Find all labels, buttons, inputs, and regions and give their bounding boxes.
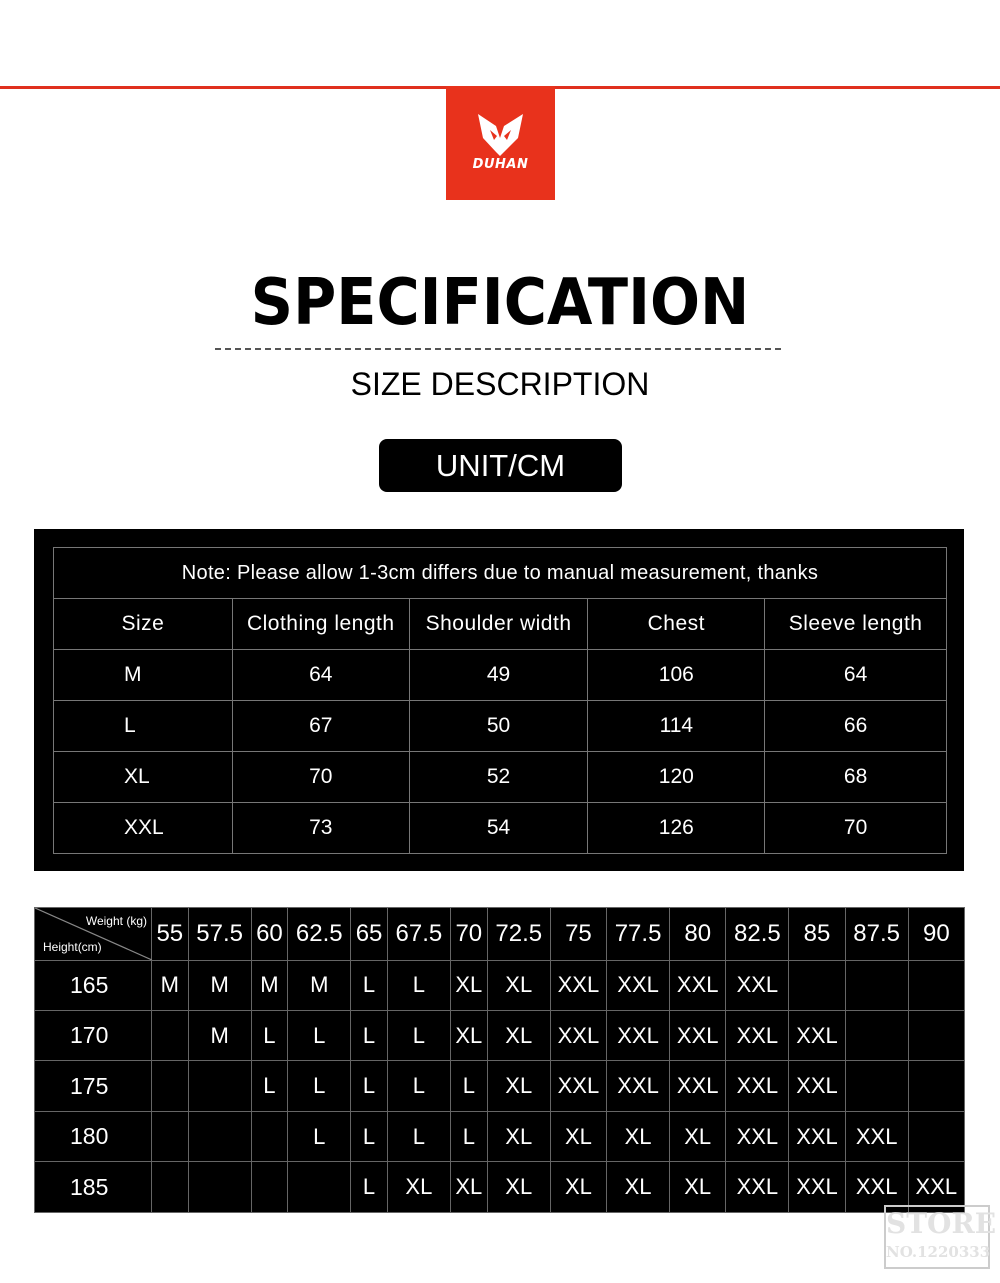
- size-cell: XL: [487, 1011, 550, 1061]
- size-cell: L: [251, 1061, 288, 1111]
- table-cell: 70: [765, 803, 947, 854]
- weight-header: 82.5: [726, 908, 789, 961]
- size-cell: XXL: [550, 1011, 606, 1061]
- size-cell: L: [450, 1111, 487, 1161]
- weight-header: 57.5: [188, 908, 251, 961]
- weight-header-row: [35, 908, 965, 961]
- size-cell: [845, 1061, 908, 1111]
- height-label: Height(cm): [43, 939, 102, 954]
- size-cell: M: [288, 960, 351, 1010]
- brand-logo: [446, 86, 555, 200]
- size-cell: [845, 1011, 908, 1061]
- weight-header: 55: [152, 908, 189, 961]
- note-text: Note: Please allow 1-3cm differs due to manual measurement, thanks: [54, 548, 947, 599]
- weight-header: 85: [789, 908, 845, 961]
- table-cell: 126: [588, 803, 765, 854]
- logo-text: DUHAN: [472, 157, 529, 172]
- dashed-divider: [215, 348, 781, 350]
- table-row: [35, 1011, 965, 1061]
- weight-header: 80: [670, 908, 726, 961]
- size-cell: L: [387, 1061, 450, 1111]
- size-cell: [188, 1162, 251, 1213]
- weight-header: 90: [908, 908, 964, 961]
- table-row: [35, 1111, 965, 1161]
- size-cell: XXL: [789, 1111, 845, 1161]
- size-cell: XXL: [607, 1061, 670, 1111]
- size-cell: [789, 960, 845, 1010]
- size-cell: [152, 1111, 189, 1161]
- size-cell: XL: [607, 1162, 670, 1213]
- table-row: [54, 752, 947, 803]
- size-cell: [152, 1011, 189, 1061]
- store-watermark: [884, 1205, 997, 1269]
- size-cell: XL: [487, 960, 550, 1010]
- size-cell: L: [387, 1111, 450, 1161]
- column-header: Size: [54, 599, 233, 650]
- page-title: SPECIFICATION: [250, 266, 750, 340]
- size-cell: XXL: [670, 1061, 726, 1111]
- size-cell: [908, 1011, 964, 1061]
- height-cell: 165: [35, 960, 152, 1010]
- size-cell: [845, 960, 908, 1010]
- fit-table-panel: [34, 907, 965, 1213]
- watermark-line1: STORE: [886, 1207, 997, 1240]
- unit-badge: UNIT/CM: [379, 439, 622, 492]
- size-cell: [251, 1162, 288, 1213]
- size-cell: L: [251, 1011, 288, 1061]
- size-cell: L: [288, 1061, 351, 1111]
- size-cell: L: [351, 1111, 388, 1161]
- table-cell: 52: [409, 752, 588, 803]
- size-cell: XXL: [789, 1162, 845, 1213]
- size-cell: L: [351, 1162, 388, 1213]
- table-cell: 64: [232, 650, 409, 701]
- watermark-line2: NO.1220333: [886, 1243, 991, 1261]
- table-cell: 120: [588, 752, 765, 803]
- note-row: [54, 548, 947, 599]
- size-cell: M: [152, 960, 189, 1010]
- size-cell: L: [54, 701, 233, 752]
- size-cell: XXL: [607, 1011, 670, 1061]
- size-table-panel: [34, 529, 964, 871]
- table-cell: 66: [765, 701, 947, 752]
- size-cell: XXL: [726, 1061, 789, 1111]
- table-cell: 68: [765, 752, 947, 803]
- size-cell: XXL: [726, 1162, 789, 1213]
- column-header: Sleeve length: [765, 599, 947, 650]
- size-cell: [188, 1061, 251, 1111]
- weight-header: 65: [351, 908, 388, 961]
- weight-label: Weight (kg): [85, 914, 147, 928]
- table-row: [35, 1162, 965, 1213]
- size-cell: L: [351, 960, 388, 1010]
- weight-header: 62.5: [288, 908, 351, 961]
- size-cell: M: [251, 960, 288, 1010]
- size-cell: L: [351, 1011, 388, 1061]
- table-cell: 64: [765, 650, 947, 701]
- table-cell: 50: [409, 701, 588, 752]
- size-cell: XXL: [845, 1111, 908, 1161]
- weight-header: 67.5: [387, 908, 450, 961]
- height-cell: 185: [35, 1162, 152, 1213]
- header-row: [54, 599, 947, 650]
- size-cell: L: [387, 1011, 450, 1061]
- table-cell: 54: [409, 803, 588, 854]
- table-cell: 73: [232, 803, 409, 854]
- column-header: Chest: [588, 599, 765, 650]
- weight-header: 87.5: [845, 908, 908, 961]
- size-cell: XL: [607, 1111, 670, 1161]
- size-cell: XXL: [670, 1011, 726, 1061]
- fox-logo-icon: [446, 86, 555, 200]
- size-cell: XL: [487, 1111, 550, 1161]
- weight-header: 60: [251, 908, 288, 961]
- size-cell: XXL: [607, 960, 670, 1010]
- size-cell: XL: [450, 1011, 487, 1061]
- table-row: [35, 1061, 965, 1111]
- size-cell: [908, 960, 964, 1010]
- height-cell: 180: [35, 1111, 152, 1161]
- size-cell: [251, 1111, 288, 1161]
- size-cell: L: [450, 1061, 487, 1111]
- size-cell: XL: [670, 1111, 726, 1161]
- column-header: Shoulder width: [409, 599, 588, 650]
- size-cell: L: [351, 1061, 388, 1111]
- size-cell: [188, 1111, 251, 1161]
- size-cell: M: [188, 960, 251, 1010]
- table-row: [54, 650, 947, 701]
- corner-cell: [35, 908, 152, 961]
- size-cell: M: [54, 650, 233, 701]
- size-cell: XL: [487, 1162, 550, 1213]
- weight-header: 75: [550, 908, 606, 961]
- weight-header: 70: [450, 908, 487, 961]
- size-table: [53, 547, 947, 854]
- size-cell: XXL: [726, 1111, 789, 1161]
- table-row: [35, 960, 965, 1010]
- size-cell: XXL: [789, 1061, 845, 1111]
- size-cell: [152, 1061, 189, 1111]
- size-cell: XL: [550, 1162, 606, 1213]
- size-cell: XL: [670, 1162, 726, 1213]
- size-cell: XXL: [726, 960, 789, 1010]
- size-cell: XL: [387, 1162, 450, 1213]
- size-cell: [908, 1111, 964, 1161]
- table-cell: 114: [588, 701, 765, 752]
- height-cell: 175: [35, 1061, 152, 1111]
- table-cell: 106: [588, 650, 765, 701]
- size-cell: XL: [450, 960, 487, 1010]
- height-cell: 170: [35, 1011, 152, 1061]
- size-cell: XXL: [845, 1162, 908, 1213]
- page-subtitle: SIZE DESCRIPTION: [350, 366, 650, 402]
- size-cell: XXL: [670, 960, 726, 1010]
- size-cell: XXL: [550, 960, 606, 1010]
- size-cell: [152, 1162, 189, 1213]
- table-cell: 49: [409, 650, 588, 701]
- size-cell: XXL: [550, 1061, 606, 1111]
- table-cell: 67: [232, 701, 409, 752]
- size-cell: L: [288, 1111, 351, 1161]
- column-header: Clothing length: [232, 599, 409, 650]
- size-cell: XL: [487, 1061, 550, 1111]
- size-cell: XXL: [908, 1162, 964, 1213]
- size-cell: [908, 1061, 964, 1111]
- fit-table: [34, 907, 965, 1213]
- weight-header: 77.5: [607, 908, 670, 961]
- size-cell: L: [288, 1011, 351, 1061]
- size-cell: XL: [54, 752, 233, 803]
- size-cell: L: [387, 960, 450, 1010]
- size-cell: XXL: [726, 1011, 789, 1061]
- size-cell: M: [188, 1011, 251, 1061]
- size-cell: XXL: [789, 1011, 845, 1061]
- size-cell: XL: [450, 1162, 487, 1213]
- table-row: [54, 701, 947, 752]
- size-cell: [288, 1162, 351, 1213]
- table-cell: 70: [232, 752, 409, 803]
- table-row: [54, 803, 947, 854]
- weight-header: 72.5: [487, 908, 550, 961]
- size-cell: XL: [550, 1111, 606, 1161]
- size-cell: XXL: [54, 803, 233, 854]
